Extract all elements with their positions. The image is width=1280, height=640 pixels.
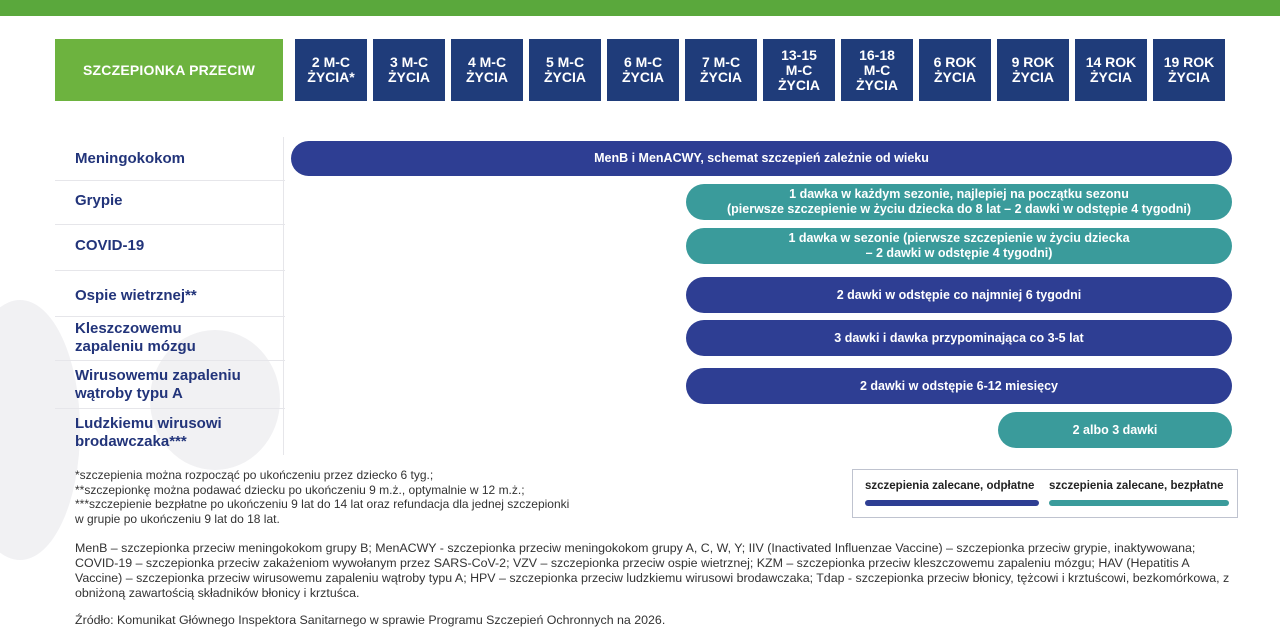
legend-swatch-free	[1049, 500, 1229, 506]
legend-label-paid: szczepienia zalecane, odpłatne	[865, 480, 1035, 492]
schedule-bar-meningokokom: MenB i MenACWY, schemat szczepień zależnie od wieku	[291, 141, 1232, 176]
age-column-header: 6 ROK ŻYCIA	[919, 39, 991, 101]
footnote: w grupie po ukończeniu 9 lat do 18 lat.	[75, 511, 280, 526]
age-column-header: 2 M-C ŻYCIA*	[295, 39, 367, 101]
footnote: **szczepionkę można podawać dziecku po ukończeniu 9 m.ż., optymalnie w 12 m.ż.;	[75, 482, 525, 497]
row-divider	[55, 224, 285, 225]
schedule-bar-hpv: 2 albo 3 dawki	[998, 412, 1232, 448]
age-column-header: 9 ROK ŻYCIA	[997, 39, 1069, 101]
age-column-header: 5 M-C ŻYCIA	[529, 39, 601, 101]
age-column-header: 3 M-C ŻYCIA	[373, 39, 445, 101]
legend-label-free: szczepienia zalecane, bezpłatne	[1049, 480, 1224, 492]
row-divider	[55, 270, 285, 271]
age-column-header: 7 M-C ŻYCIA	[685, 39, 757, 101]
footnote: ***szczepienie bezpłatne po ukończeniu 9 lat do 14 lat oraz refundacja dla jednej szczepionki	[75, 497, 570, 511]
row-divider	[55, 360, 285, 361]
row-divider	[55, 408, 285, 409]
row-label-kleszczowemu: Kleszczowemu zapaleniu mózgu	[75, 320, 196, 355]
schedule-bar-wzw-a: 2 dawki w odstępie 6-12 miesięcy	[686, 368, 1232, 404]
legend-swatch-paid	[865, 500, 1039, 506]
row-label-ospie-wietrznej: Ospie wietrznej**	[75, 287, 197, 304]
top-accent-bar	[0, 0, 1280, 16]
row-label-hpv: Ludzkiemu wirusowi brodawczaka***	[75, 415, 222, 450]
age-column-header: 19 ROK ŻYCIA	[1153, 39, 1225, 101]
footnotes	[75, 468, 569, 526]
source-note: Źródło: Komunikat Głównego Inspektora Sanitarnego w sprawie Programu Szczepień Ochronnych na 2026.	[75, 613, 666, 627]
row-label-wzw-a: Wirusowemu zapaleniu wątroby typu A	[75, 367, 241, 402]
row-label-grypie: Grypie	[75, 192, 123, 209]
age-column-header: 6 M-C ŻYCIA	[607, 39, 679, 101]
row-divider	[55, 316, 285, 317]
legend	[852, 469, 1238, 518]
row-label-meningokokom: Meningokokom	[75, 150, 186, 167]
age-column-header: 4 M-C ŻYCIA	[451, 39, 523, 101]
watermark-shape	[0, 300, 80, 560]
schedule-bar-kleszczowemu: 3 dawki i dawka przypominająca co 3-5 lat	[686, 320, 1232, 356]
row-label-covid: COVID-19	[75, 237, 145, 254]
row-divider	[55, 180, 285, 181]
schedule-bar-ospie-wietrznej: 2 dawki w odstępie co najmniej 6 tygodni	[686, 277, 1232, 313]
age-column-header: 14 ROK ŻYCIA	[1075, 39, 1147, 101]
abbreviations-text: MenB – szczepionka przeciw meningokokom grupy B; MenACWY - szczepionka przeciw meningokokom grupy A, C, W, Y; IIV (Inactivated Influenzae Vaccine) – szczepionka przeciw grypie, inaktywowana; COVID-19 – szczepionka przeciw zakażeniom wywołanym przez SARS-CoV-2; VZV – szczepionka przeciw ospie wietrznej; KZM – szczepionka przeciw kleszczowemu zapaleniu mózgu; HAV (Hepatitis A Vaccine) – szczepionka przeciw wirusowemu zapaleniu wątroby typu A; HPV – szczepionka przeciw ludzkiemu wirusowi brodawczaka; Tdap - szczepionka przeciw błonicy, tężcowi i krztuścowi, bezkomórkowa, z obniżoną zawartością składników błonicy i krztuśca.	[75, 541, 1230, 600]
age-column-header: 13-15 M-C ŻYCIA	[763, 39, 835, 101]
footnote: *szczepienia można rozpocząć po ukończeniu przez dziecko 6 tyg.;	[75, 468, 434, 482]
header-vaccine-label: SZCZEPIONKA PRZECIW	[55, 39, 283, 101]
schedule-bar-covid: 1 dawka w sezonie (pierwsze szczepienie w życiu dziecka – 2 dawki w odstępie 4 tygodni)	[686, 228, 1232, 264]
schedule-bar-grypie: 1 dawka w każdym sezonie, najlepiej na początku sezonu (pierwsze szczepienie w życiu dziecka do 8 lat – 2 dawki w odstępie 4 tygodni)	[686, 184, 1232, 220]
age-column-header: 16-18 M-C ŻYCIA	[841, 39, 913, 101]
